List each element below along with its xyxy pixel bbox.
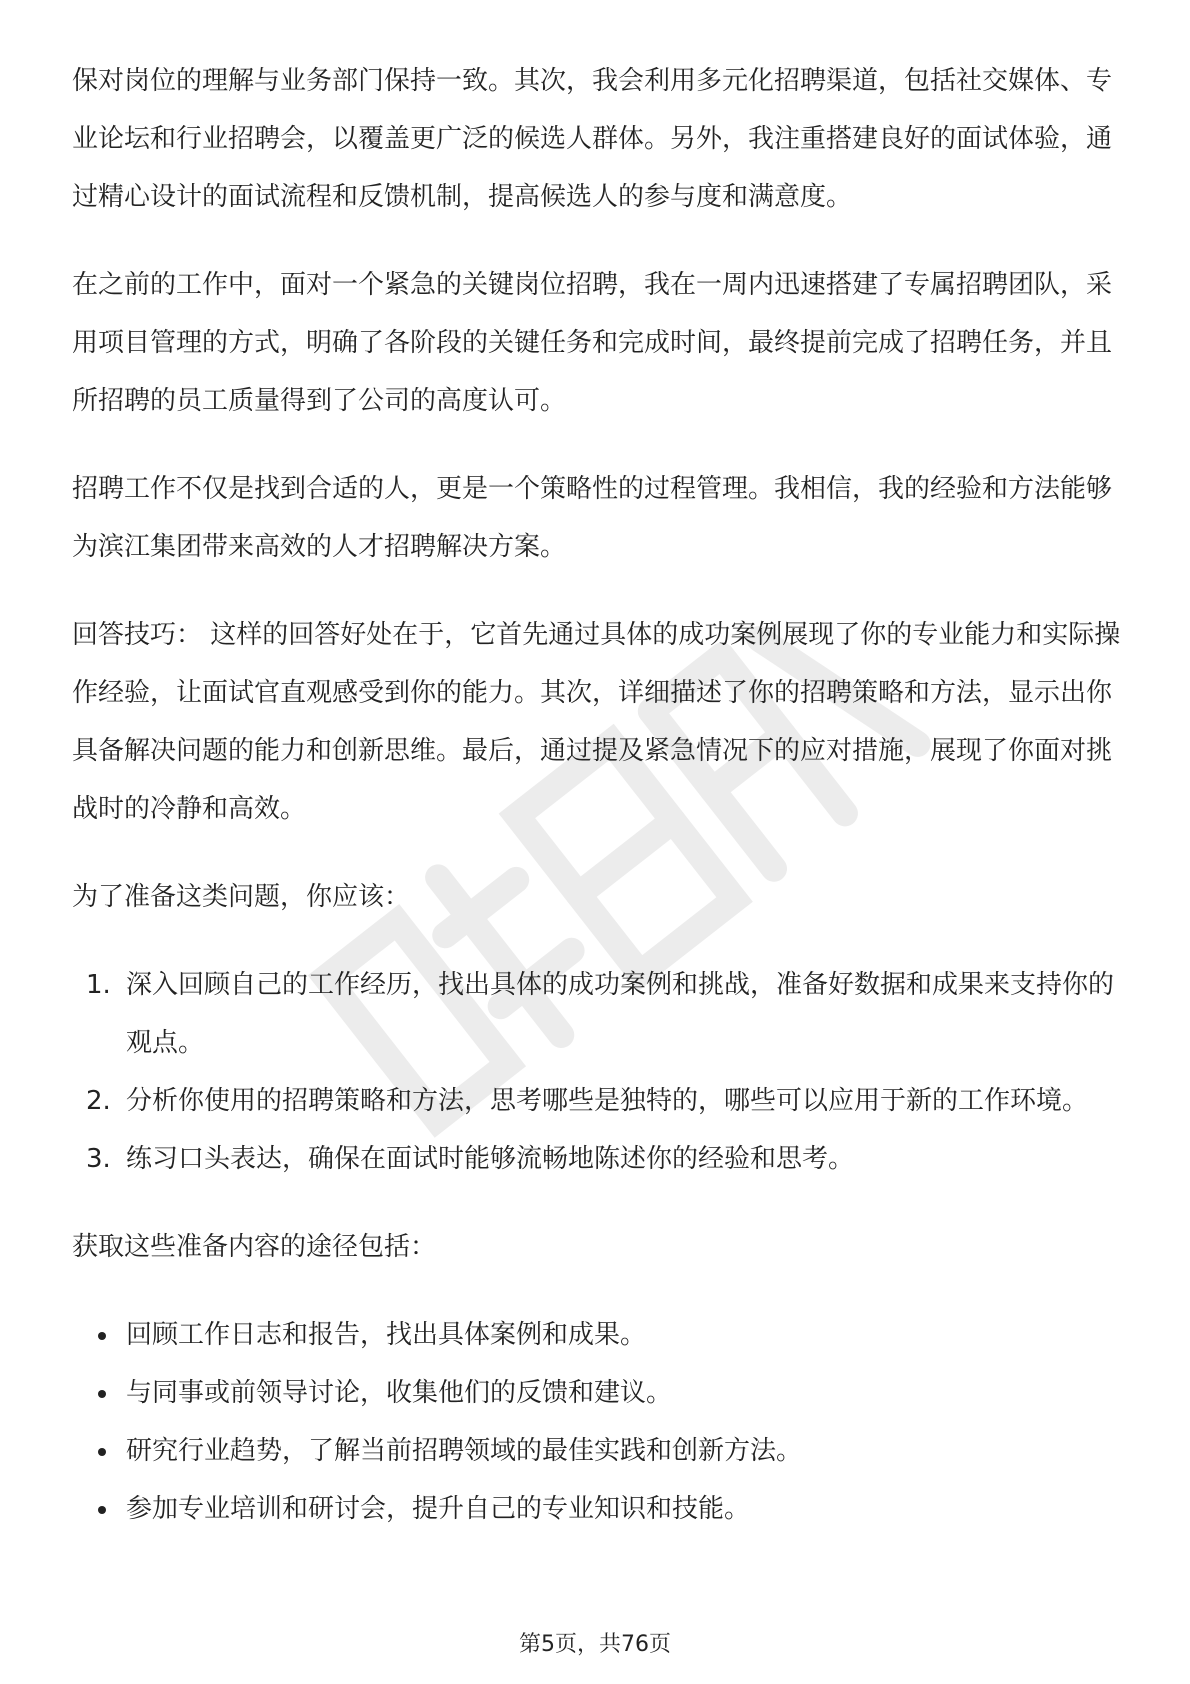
bullet-icon	[98, 1448, 106, 1456]
sources-list	[72, 1306, 1122, 1538]
sources-intro: 获取这些准备内容的途径包括：	[72, 1232, 437, 1262]
paragraph-1: 保对岗位的理解与业务部门保持一致。其次，我会利用多元化招聘渠道，包括社交媒体、专业论坛和行业招聘会，以覆盖更广泛的候选人群体。另外，我注重搭建良好的面试体验，通过精心设计的面试流程和反馈机制，提高候选人的参与度和满意度。	[72, 66, 1113, 212]
list-item	[72, 1480, 1122, 1538]
list-item-text: 练习口头表达，确保在面试时能够流畅地陈述你的经验和思考。	[126, 1144, 855, 1174]
list-item-text: 参加专业培训和研讨会，提升自己的专业知识和技能。	[126, 1494, 751, 1524]
list-item	[72, 956, 1122, 1072]
list-number: 3.	[86, 1144, 111, 1174]
list-number: 2.	[86, 1086, 111, 1116]
list-item-text: 回顾工作日志和报告，找出具体案例和成果。	[126, 1320, 647, 1350]
prepare-steps-list	[72, 956, 1122, 1188]
list-number: 1.	[86, 970, 111, 1000]
paragraph-2: 在之前的工作中，面对一个紧急的关键岗位招聘，我在一周内迅速搭建了专属招聘团队，采用项目管理的方式，明确了各阶段的关键任务和完成时间，最终提前完成了招聘任务，并且所招聘的员工质量得到了公司的高度认可。	[72, 270, 1113, 416]
list-item	[72, 1072, 1122, 1130]
bullet-icon	[98, 1506, 106, 1514]
bullet-icon	[98, 1332, 106, 1340]
answer-tips-paragraph: 回答技巧： 这样的回答好处在于，它首先通过具体的成功案例展现了你的专业能力和实际操作经验，让面试官直观感受到你的能力。其次，详细描述了你的招聘策略和方法，显示出你具备解决问题的能力和创新思维。最后，通过提及紧急情况下的应对措施，展现了你面对挑战时的冷静和高效。	[72, 620, 1121, 824]
list-item-text: 分析你使用的招聘策略和方法，思考哪些是独特的，哪些可以应用于新的工作环境。	[126, 1086, 1089, 1116]
list-item-text: 深入回顾自己的工作经历，找出具体的成功案例和挑战，准备好数据和成果来支持你的观点。	[126, 970, 1115, 1058]
list-item	[72, 1130, 1122, 1188]
document-body	[72, 52, 1122, 1538]
list-item	[72, 1364, 1122, 1422]
list-item	[72, 1306, 1122, 1364]
prepare-intro: 为了准备这类问题，你应该：	[72, 882, 411, 912]
list-item	[72, 1422, 1122, 1480]
list-item-text: 与同事或前领导讨论，收集他们的反馈和建议。	[126, 1378, 673, 1408]
paragraph-3: 招聘工作不仅是找到合适的人，更是一个策略性的过程管理。我相信，我的经验和方法能够为滨江集团带来高效的人才招聘解决方案。	[72, 474, 1113, 562]
list-item-text: 研究行业趋势，了解当前招聘领域的最佳实践和创新方法。	[126, 1436, 803, 1466]
bullet-icon	[98, 1390, 106, 1398]
page-number-footer: 第5页，共76页	[519, 1632, 671, 1657]
